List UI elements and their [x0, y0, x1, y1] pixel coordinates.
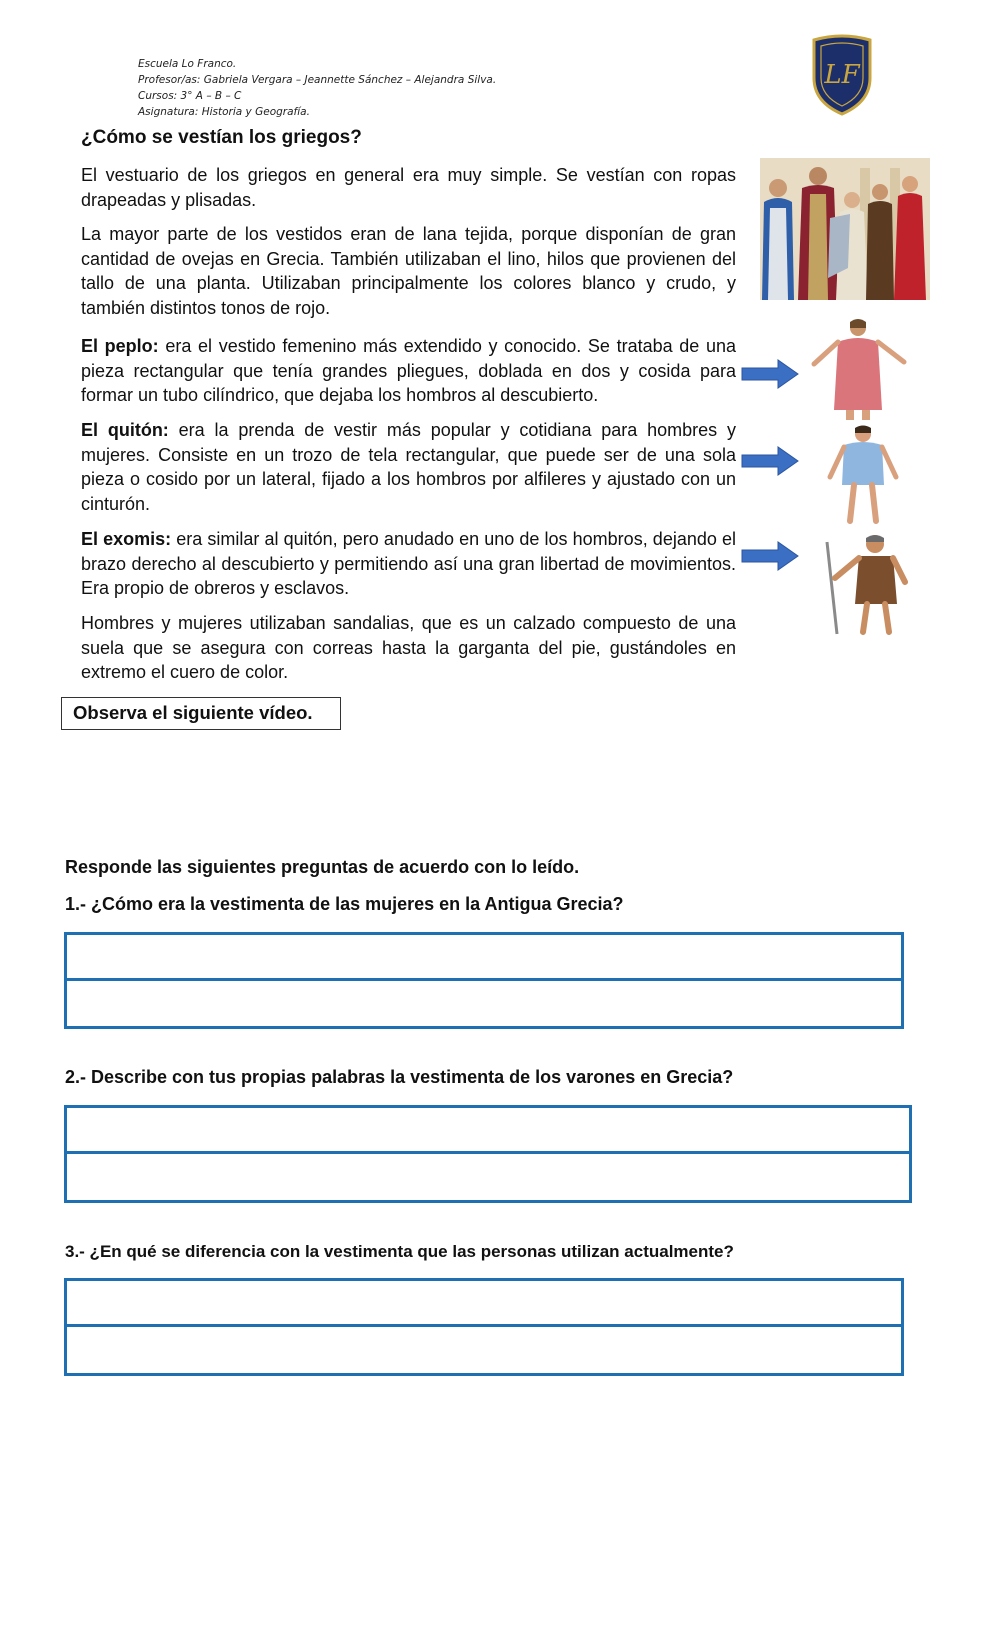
exomis-text: era similar al quitón, pero anudado en uno de los hombros, dejando el brazo derecho al descubierto y permitiendo así una gran libertad de movimientos. Era propio de obreros y esclavos.	[81, 529, 736, 598]
courses-line: Cursos: 3° A – B – C	[138, 90, 242, 102]
question-2: 2.- Describe con tus propias palabras la vestimenta de los varones en Grecia?	[65, 1067, 734, 1087]
answer-line[interactable]	[67, 1108, 909, 1154]
quiton-figure-image	[818, 425, 908, 525]
peplo-figure-image	[808, 318, 908, 423]
arrow-icon	[740, 358, 800, 390]
quiton-text: era la prenda de vestir más popular y cotidiana para hombres y mujeres. Consiste en un trozo de tela rectangular, que puede ser de una sola pieza o cosido por un lateral, fijado a los hombros por alfileres y ajustado con un cinturón.	[81, 420, 736, 514]
svg-text:LF: LF	[824, 60, 860, 90]
subject-line: Asignatura: Historia y Geografía.	[138, 106, 310, 118]
school-logo	[810, 34, 874, 116]
sandals-paragraph: Hombres y mujeres utilizaban sandalias, que es un calzado compuesto de una suela que se asegura con correas hasta la garganta del pie, gustándoles en extremo el cuero de color.	[81, 613, 736, 682]
quiton-paragraph	[81, 418, 736, 516]
exomis-figure-image	[815, 532, 915, 637]
quiton-term: El quitón:	[81, 420, 169, 440]
greek-group-image	[760, 158, 930, 300]
instructions: Responde las siguientes preguntas de acuerdo con lo leído.	[65, 857, 580, 877]
answer-line[interactable]	[67, 1154, 909, 1200]
materials-paragraph: La mayor parte de los vestidos eran de lana tejida, porque disponían de gran cantidad de ovejas en Grecia. También utilizaban el lino, hilos que provienen del tallo de una planta. Utilizaban principalmente los colores blanco y crudo, y también distintos tonos de rojo.	[81, 224, 736, 318]
school-name: Escuela Lo Franco.	[138, 58, 237, 70]
teachers-line: Profesor/as: Gabriela Vergara – Jeannette Sánchez – Alejandra Silva.	[138, 74, 497, 86]
page-title: ¿Cómo se vestían los griegos?	[81, 127, 362, 148]
exomis-term: El exomis:	[81, 529, 172, 549]
arrow-icon	[740, 540, 800, 572]
peplo-text: era el vestido femenino más extendido y conocido. Se trataba de una pieza rectangular que tenía grandes pliegues, doblada en dos y cosida para formar un tubo cilíndrico, que dejaba los hombros al descubierto.	[81, 336, 736, 405]
intro-paragraph: El vestuario de los griegos en general era muy simple. Se vestían con ropas drapeadas y plisadas.	[81, 165, 736, 210]
answer-line[interactable]	[67, 935, 901, 981]
answer-line[interactable]	[67, 1281, 901, 1327]
peplo-paragraph	[81, 334, 736, 408]
document-header	[138, 56, 496, 120]
peplo-term: El peplo:	[81, 336, 159, 356]
question-3: 3.- ¿En qué se diferencia con la vestimenta que las personas utilizan actualmente?	[65, 1242, 734, 1261]
answer-line[interactable]	[67, 1327, 901, 1373]
answer-box-3[interactable]	[64, 1278, 904, 1376]
exomis-paragraph	[81, 527, 736, 601]
answer-box-1[interactable]	[64, 932, 904, 1029]
answer-box-2[interactable]	[64, 1105, 912, 1203]
video-prompt-box: Observa el siguiente vídeo.	[61, 697, 341, 730]
question-1: 1.- ¿Cómo era la vestimenta de las mujeres en la Antigua Grecia?	[65, 894, 624, 914]
answer-line[interactable]	[67, 981, 901, 1027]
arrow-icon	[740, 445, 800, 477]
